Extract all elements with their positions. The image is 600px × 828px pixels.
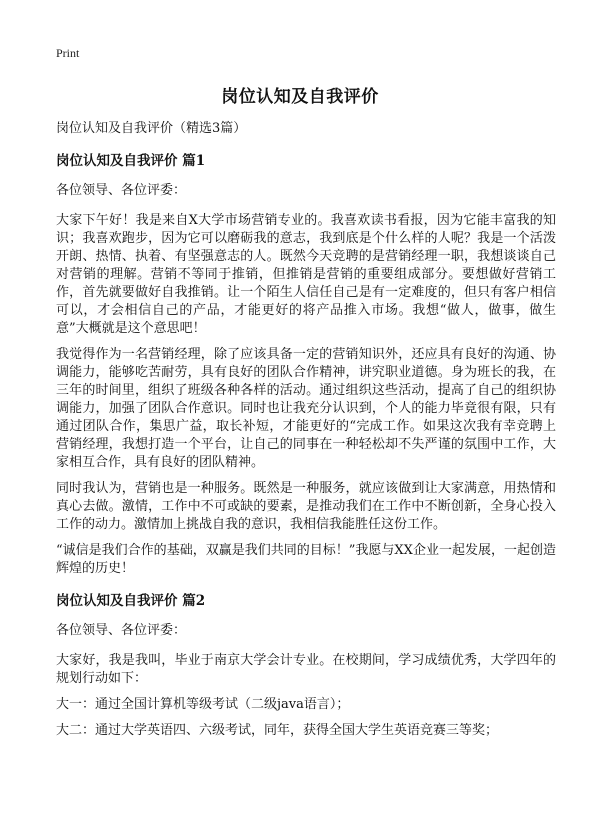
document-body	[56, 120, 556, 748]
paragraph: 大家下午好！我是来自X大学市场营销专业的。我喜欢读书看报，因为它能丰富我的知识；我喜欢跑步，因为它可以磨砺我的意志，我到底是个什么样的人呢？我是一个活泼开朗、热情、执着、有坚强意志的人。既然今天竞聘的是营销经理一职，我想谈谈自己对营销的理解。营销不等同于推销，但推销是营销的重要组成部分。要想做好营销工作，首先就要做好自我推销。让一个陌生人信任自己是有一定难度的，但只有客户相信可以，才会相信自己的产品，才能更好的将产品推入市场。我想“做人，做事，做生意”大概就是这个意思吧！	[56, 213, 556, 336]
section-heading: 岗位认知及自我评价 篇2	[56, 593, 206, 609]
section-heading: 岗位认知及自我评价 篇1	[56, 153, 206, 169]
document-subtitle: 岗位认知及自我评价（精选3篇）	[56, 121, 247, 136]
print-link[interactable]: Print	[56, 46, 80, 60]
document-title: 岗位认知及自我评价	[221, 87, 379, 107]
salutation: 各位领导、各位评委：	[56, 623, 187, 638]
list-item: 大二：通过大学英语四、六级考试，同年，获得全国大学生英语竞赛三等奖；	[56, 723, 499, 738]
paragraph: “诚信是我们合作的基础，双赢是我们共同的目标！”我愿与XX企业一起发展，一起创造辉煌的历史！	[56, 543, 556, 576]
paragraph: 我觉得作为一名营销经理，除了应该具备一定的营销知识外，还应具有良好的沟通、协调能力，能够吃苦耐劳，具有良好的团队合作精神，讲究职业道德。身为班长的我，在三年的时间里，组织了班级各种各样的活动。通过组织这些活动，提高了自己的组织协调能力，加强了团队合作意识。同时也让我充分认识到，个人的能力毕竟很有限，只有通过团队合作，集思广益，取长补短，才能更好的“完成工作。如果这次我有幸竞聘上营销经理，我想打造一个平台，让自己的同事在一种轻松却不失严谨的氛围中工作，大家相互合作，具有良好的团队精神。	[56, 347, 556, 470]
list-item: 大一：通过全国计算机等级考试（二级java语言）；	[56, 697, 350, 712]
salutation: 各位领导、各位评委：	[56, 183, 187, 198]
paragraph: 大家好，我是我叫，毕业于南京大学会计专业。在校期间，学习成绩优秀，大学四年的规划行动如下：	[56, 653, 556, 686]
paragraph: 同时我认为，营销也是一种服务。既然是一种服务，就应该做到让大家满意，用热情和真心去做。激情，工作中不可或缺的要素，是推动我们在工作中不断创新，全身心投入工作的动力。激情加上挑战自我的意识，我相信我能胜任这份工作。	[56, 481, 556, 532]
